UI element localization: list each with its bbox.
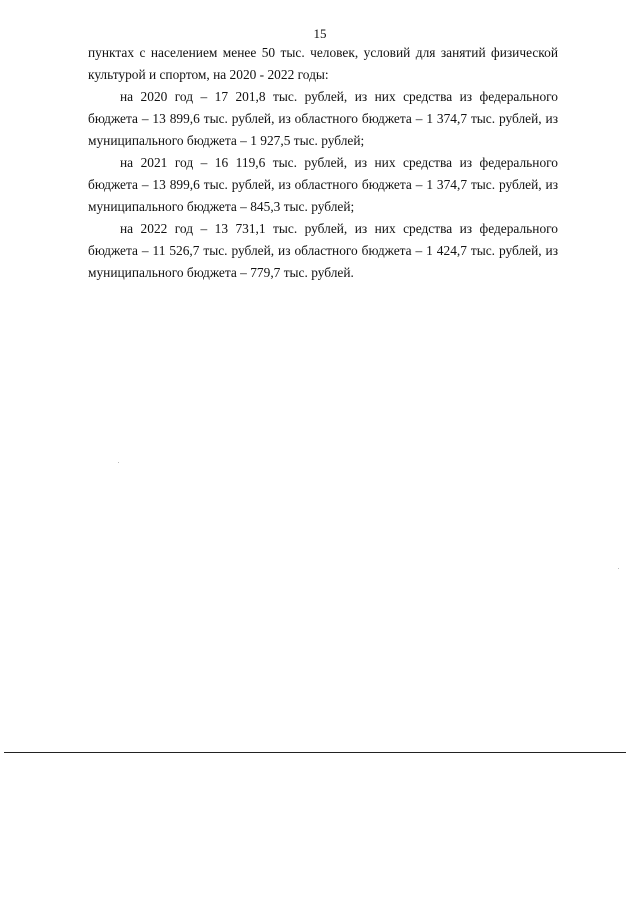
paragraph-intro: пунктах с населением менее 50 тыс. человек, условий для занятий физической культурой и спортом, на 2020 - 2022 годы:	[88, 45, 558, 82]
bottom-divider-line	[4, 752, 626, 753]
paragraph-2021: на 2021 год – 16 119,6 тыс. рублей, из них средства из федерального бюджета – 13 899,6 тыс. рублей, из областного бюджета – 1 374,7 тыс. рублей, из муниципального бюджета – 845,3 тыс. рублей;	[88, 155, 558, 214]
page-number: 15	[313, 26, 327, 41]
scan-speck	[618, 568, 619, 569]
paragraph-2020: на 2020 год – 17 201,8 тыс. рублей, из них средства из федерального бюджета – 13 899,6 тыс. рублей, из областного бюджета – 1 374,7 тыс. рублей, из муниципального бюджета – 1 927,5 тыс. рублей;	[88, 89, 558, 148]
paragraph-2022: на 2022 год – 13 731,1 тыс. рублей, из них средства из федерального бюджета – 11 526,7 тыс. рублей, из областного бюджета – 1 424,7 тыс. рублей, из муниципального бюджета – 779,7 тыс. рублей.	[88, 221, 558, 280]
scan-speck	[118, 462, 119, 463]
document-body	[88, 42, 558, 284]
